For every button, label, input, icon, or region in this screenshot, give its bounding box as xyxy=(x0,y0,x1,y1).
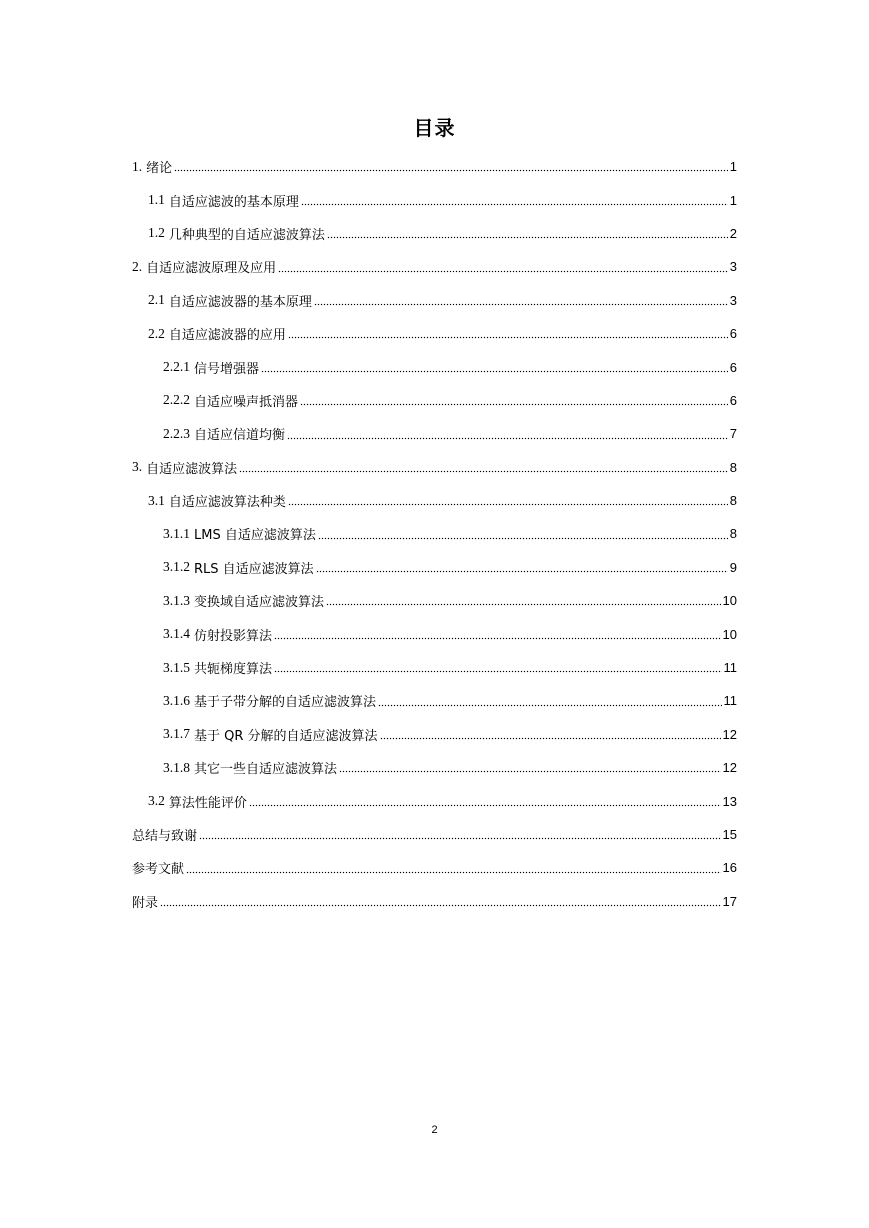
toc-entry-title: 仿射投影算法 xyxy=(194,628,273,644)
toc-entry[interactable] xyxy=(132,284,737,317)
toc-title: 目录 xyxy=(413,116,456,140)
toc-entry-page: 8 xyxy=(729,526,737,542)
toc-entry[interactable] xyxy=(132,417,737,450)
toc-entry-number: 2.1 xyxy=(148,292,165,308)
toc-dot-leader xyxy=(300,396,728,406)
toc-entry[interactable] xyxy=(132,584,737,617)
toc-dot-leader xyxy=(288,329,728,339)
toc-entry-page: 6 xyxy=(729,359,737,375)
toc-entry-page: 10 xyxy=(722,593,737,609)
toc-entry-page: 9 xyxy=(729,559,737,575)
toc-entry-number: 3.1.6 xyxy=(163,692,190,708)
toc-entry-number: 2.2.2 xyxy=(163,392,190,408)
toc-entry[interactable] xyxy=(132,851,737,884)
toc-entry-page: 2 xyxy=(729,225,737,241)
toc-entry-page: 6 xyxy=(729,392,737,408)
toc-dot-leader xyxy=(186,864,721,874)
toc-entry-page: 11 xyxy=(723,693,737,709)
toc-entry[interactable] xyxy=(132,684,737,717)
toc-entry-title: 变换域自适应滤波算法 xyxy=(194,595,325,611)
toc-entry[interactable] xyxy=(132,150,737,183)
toc-entry-title: 其它一些自适应滤波算法 xyxy=(194,762,338,778)
toc-entry-number: 1. xyxy=(132,158,143,174)
toc-entry-number: 3.1.3 xyxy=(163,592,190,608)
toc-entry-title: 自适应滤波器的应用 xyxy=(168,328,286,344)
toc-entry-title: 附录 xyxy=(132,895,159,911)
toc-entry[interactable] xyxy=(132,617,737,650)
toc-entry-page: 15 xyxy=(722,827,737,842)
toc-entry-page: 1 xyxy=(729,192,737,208)
toc-entry-title: 自适应噪声抵消器 xyxy=(194,394,299,410)
toc-entry-title: 基于子带分解的自适应滤波算法 xyxy=(194,695,377,711)
table-of-contents xyxy=(132,150,737,918)
toc-entry-number: 3.1 xyxy=(148,492,165,508)
toc-entry[interactable] xyxy=(132,818,737,851)
toc-entry-page: 8 xyxy=(729,459,737,475)
toc-dot-leader xyxy=(380,730,721,740)
toc-entry-page: 10 xyxy=(722,626,737,642)
toc-entry[interactable] xyxy=(132,451,737,484)
toc-entry-page: 3 xyxy=(729,292,737,308)
toc-entry-title: 自适应滤波的基本原理 xyxy=(168,194,299,210)
toc-entry-title: 算法性能评价 xyxy=(168,795,247,811)
toc-entry-page: 17 xyxy=(722,893,737,909)
toc-dot-leader xyxy=(339,763,721,773)
toc-entry-number: 2.2.1 xyxy=(163,359,190,375)
toc-entry-title: 基于 QR 分解的自适应滤波算法 xyxy=(194,728,378,744)
toc-entry-page: 12 xyxy=(722,760,737,776)
toc-dot-leader xyxy=(316,563,728,573)
toc-entry-title: RLS 自适应滤波算法 xyxy=(194,561,314,577)
toc-entry-title: 自适应滤波原理及应用 xyxy=(146,261,277,277)
toc-dot-leader xyxy=(301,196,728,206)
toc-entry-title: 总结与致谢 xyxy=(132,829,198,844)
toc-dot-leader xyxy=(174,162,728,172)
toc-dot-leader xyxy=(326,596,721,606)
toc-entry-page: 7 xyxy=(729,426,737,442)
toc-entry-number: 1.2 xyxy=(148,225,165,241)
toc-dot-leader xyxy=(327,229,728,239)
toc-entry-title: 自适应滤波算法种类 xyxy=(168,495,286,511)
toc-dot-leader xyxy=(287,430,728,440)
toc-entry-number: 3.1.2 xyxy=(163,559,190,575)
toc-entry[interactable] xyxy=(132,183,737,216)
toc-entry[interactable] xyxy=(132,784,737,817)
toc-entry-number: 1.1 xyxy=(148,192,165,208)
toc-entry[interactable] xyxy=(132,517,737,550)
toc-entry-page: 11 xyxy=(723,660,737,676)
toc-entry-number: 3. xyxy=(132,459,143,475)
toc-entry[interactable] xyxy=(132,885,737,918)
toc-entry-number: 3.1.7 xyxy=(163,726,190,742)
toc-entry-title: 自适应滤波算法 xyxy=(146,461,238,477)
footer-page-number: 2 xyxy=(431,1124,438,1136)
toc-entry-number: 3.1.8 xyxy=(163,759,190,775)
toc-dot-leader xyxy=(288,496,728,506)
toc-entry-title: 自适应信道均衡 xyxy=(194,428,286,444)
toc-entry[interactable] xyxy=(132,350,737,383)
toc-entry[interactable] xyxy=(132,217,737,250)
toc-entry-page: 1 xyxy=(729,159,737,175)
toc-entry[interactable] xyxy=(132,751,737,784)
toc-dot-leader xyxy=(199,830,721,840)
toc-entry[interactable] xyxy=(132,317,737,350)
toc-entry-page: 12 xyxy=(722,726,737,742)
toc-entry[interactable] xyxy=(132,484,737,517)
toc-dot-leader xyxy=(318,530,728,540)
toc-entry-number: 2.2 xyxy=(148,325,165,341)
toc-entry[interactable] xyxy=(132,250,737,283)
toc-entry-number: 3.1.5 xyxy=(163,659,190,675)
toc-entry-page: 3 xyxy=(729,259,737,275)
toc-entry-number: 2.2.3 xyxy=(163,425,190,441)
toc-entry-title: 参考文献 xyxy=(132,862,185,878)
toc-dot-leader xyxy=(278,263,728,273)
toc-entry-number: 3.2 xyxy=(148,793,165,809)
toc-entry-title: 自适应滤波器的基本原理 xyxy=(168,294,312,310)
toc-dot-leader xyxy=(274,630,721,640)
toc-entry-number: 2. xyxy=(132,258,143,274)
toc-entry-title: 共轭梯度算法 xyxy=(194,662,273,678)
toc-dot-leader xyxy=(160,897,721,907)
toc-entry-title: 绪论 xyxy=(146,161,173,177)
toc-entry[interactable] xyxy=(132,651,737,684)
toc-entry-title: 信号增强器 xyxy=(194,361,260,377)
toc-dot-leader xyxy=(314,296,728,306)
toc-entry[interactable] xyxy=(132,384,737,417)
toc-entry-title: LMS 自适应滤波算法 xyxy=(194,528,316,544)
toc-entry[interactable] xyxy=(132,718,737,751)
toc-entry-title: 几种典型的自适应滤波算法 xyxy=(168,227,325,243)
toc-entry-page: 13 xyxy=(722,793,737,809)
toc-dot-leader xyxy=(239,463,728,473)
toc-dot-leader xyxy=(249,797,721,807)
toc-entry-page: 16 xyxy=(722,860,737,876)
toc-dot-leader xyxy=(261,363,728,373)
toc-dot-leader xyxy=(274,663,721,673)
toc-dot-leader xyxy=(378,697,721,707)
toc-entry-page: 6 xyxy=(729,326,737,342)
toc-entry-page: 8 xyxy=(729,493,737,509)
toc-entry[interactable] xyxy=(132,551,737,584)
toc-entry-number: 3.1.4 xyxy=(163,626,190,642)
toc-entry-number: 3.1.1 xyxy=(163,525,190,541)
